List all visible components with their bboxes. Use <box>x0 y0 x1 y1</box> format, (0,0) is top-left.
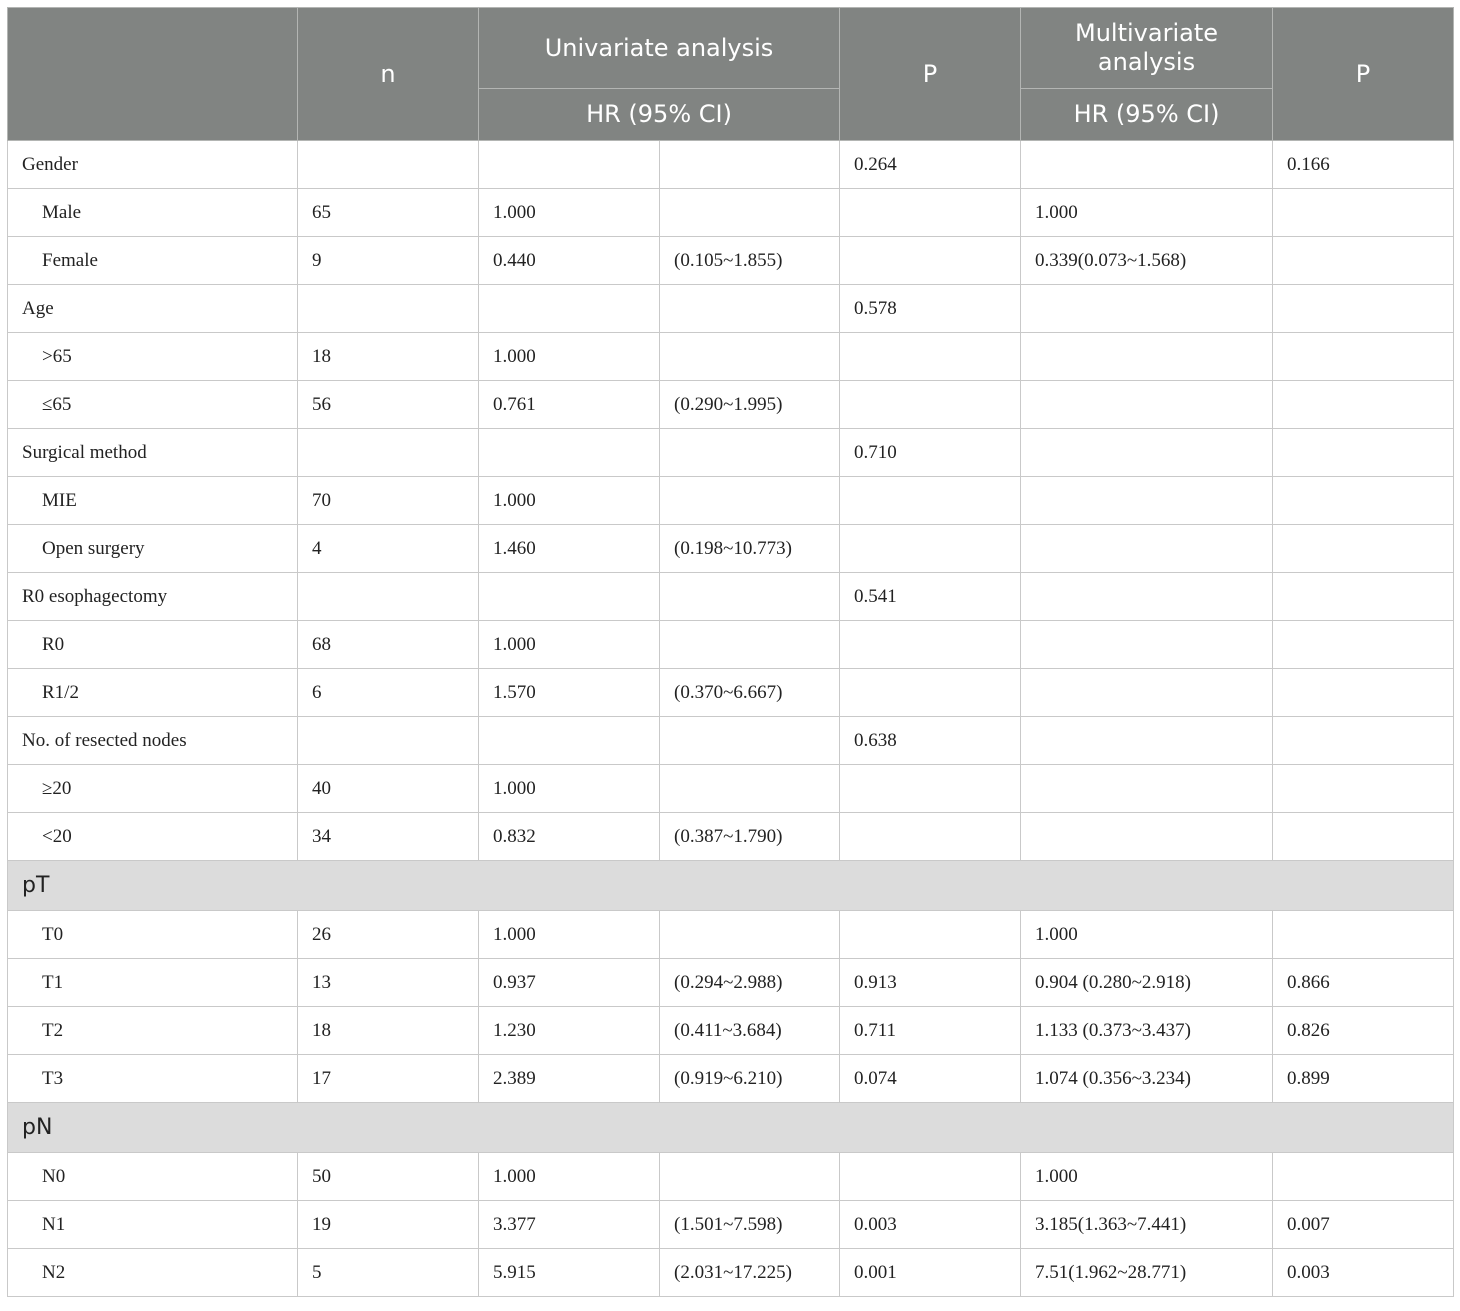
section-row-pn <box>8 1103 1454 1153</box>
cell-ci-univariate: (0.387~1.790) <box>660 813 840 861</box>
cell-n: 56 <box>298 381 479 429</box>
cell-p-univariate <box>840 911 1021 959</box>
header-hr-multivariate: HR (95% CI) <box>1021 89 1273 141</box>
row-label: N0 <box>8 1153 298 1201</box>
cell-p-multivariate <box>1273 717 1454 765</box>
cell-p-multivariate <box>1273 525 1454 573</box>
table-row <box>8 237 1454 285</box>
cell-ci-univariate <box>660 573 840 621</box>
cell-hr-univariate: 3.377 <box>479 1201 660 1249</box>
cell-hr-multivariate <box>1021 285 1273 333</box>
cell-ci-univariate: (0.290~1.995) <box>660 381 840 429</box>
cell-hr-multivariate: 3.185(1.363~7.441) <box>1021 1201 1273 1249</box>
table-body <box>8 141 1454 1297</box>
cell-ci-univariate <box>660 189 840 237</box>
cell-n: 34 <box>298 813 479 861</box>
cell-p-univariate: 0.074 <box>840 1055 1021 1103</box>
cell-n: 50 <box>298 1153 479 1201</box>
cell-hr-multivariate: 1.000 <box>1021 1153 1273 1201</box>
cell-ci-univariate: (0.105~1.855) <box>660 237 840 285</box>
cell-p-univariate: 0.001 <box>840 1249 1021 1297</box>
cell-n: 6 <box>298 669 479 717</box>
table-row <box>8 333 1454 381</box>
row-label: No. of resected nodes <box>8 717 298 765</box>
row-label: Age <box>8 285 298 333</box>
table-row <box>8 1249 1454 1297</box>
header-p-multivariate: P <box>1273 8 1454 141</box>
cell-hr-univariate: 1.000 <box>479 911 660 959</box>
cell-hr-univariate: 0.937 <box>479 959 660 1007</box>
row-label: ≤65 <box>8 381 298 429</box>
cell-n <box>298 429 479 477</box>
cell-hr-univariate <box>479 141 660 189</box>
header-hr-univariate: HR (95% CI) <box>479 89 840 141</box>
cell-hr-multivariate <box>1021 813 1273 861</box>
cell-hr-multivariate: 1.074 (0.356~3.234) <box>1021 1055 1273 1103</box>
cell-n: 4 <box>298 525 479 573</box>
cell-p-univariate: 0.003 <box>840 1201 1021 1249</box>
table-row <box>8 1153 1454 1201</box>
cell-ci-univariate: (0.919~6.210) <box>660 1055 840 1103</box>
cell-hr-multivariate: 1.000 <box>1021 189 1273 237</box>
cell-ci-univariate <box>660 285 840 333</box>
cell-hr-univariate: 0.761 <box>479 381 660 429</box>
cell-p-multivariate: 0.826 <box>1273 1007 1454 1055</box>
cell-n: 68 <box>298 621 479 669</box>
cell-p-multivariate: 0.866 <box>1273 959 1454 1007</box>
cell-p-multivariate <box>1273 333 1454 381</box>
cell-p-multivariate: 0.007 <box>1273 1201 1454 1249</box>
cell-hr-univariate: 1.000 <box>479 477 660 525</box>
cell-n: 40 <box>298 765 479 813</box>
cell-hr-multivariate: 7.51(1.962~28.771) <box>1021 1249 1273 1297</box>
cell-p-multivariate <box>1273 813 1454 861</box>
cell-hr-multivariate <box>1021 525 1273 573</box>
cell-p-univariate <box>840 669 1021 717</box>
row-label: ≥20 <box>8 765 298 813</box>
cell-hr-multivariate <box>1021 669 1273 717</box>
row-label: Gender <box>8 141 298 189</box>
row-label: R0 esophagectomy <box>8 573 298 621</box>
header-univariate: Univariate analysis <box>479 8 840 89</box>
row-label: T0 <box>8 911 298 959</box>
cell-hr-multivariate: 0.339(0.073~1.568) <box>1021 237 1273 285</box>
cell-ci-univariate: (0.198~10.773) <box>660 525 840 573</box>
cell-hr-multivariate: 1.000 <box>1021 911 1273 959</box>
cell-p-univariate: 0.541 <box>840 573 1021 621</box>
row-label: N2 <box>8 1249 298 1297</box>
cell-hr-univariate: 1.000 <box>479 621 660 669</box>
cell-p-multivariate <box>1273 669 1454 717</box>
cell-hr-univariate: 5.915 <box>479 1249 660 1297</box>
table-row <box>8 621 1454 669</box>
row-label: Male <box>8 189 298 237</box>
table-row <box>8 911 1454 959</box>
cell-n: 18 <box>298 1007 479 1055</box>
section-label: pN <box>8 1103 1454 1153</box>
cell-hr-multivariate: 0.904 (0.280~2.918) <box>1021 959 1273 1007</box>
cell-n: 9 <box>298 237 479 285</box>
results-table-container <box>7 7 1454 1297</box>
cell-n: 65 <box>298 189 479 237</box>
cell-ci-univariate: (0.370~6.667) <box>660 669 840 717</box>
cell-hr-univariate <box>479 717 660 765</box>
cell-hr-multivariate <box>1021 429 1273 477</box>
cell-hr-univariate: 1.000 <box>479 1153 660 1201</box>
cell-p-multivariate <box>1273 1153 1454 1201</box>
cell-hr-univariate: 1.460 <box>479 525 660 573</box>
cell-hr-multivariate <box>1021 765 1273 813</box>
cell-p-multivariate <box>1273 429 1454 477</box>
cell-hr-multivariate: 1.133 (0.373~3.437) <box>1021 1007 1273 1055</box>
table-row <box>8 429 1454 477</box>
section-label: pT <box>8 861 1454 911</box>
cell-hr-univariate: 1.000 <box>479 189 660 237</box>
cell-ci-univariate: (0.411~3.684) <box>660 1007 840 1055</box>
cell-p-multivariate: 0.899 <box>1273 1055 1454 1103</box>
cell-p-univariate <box>840 237 1021 285</box>
cell-p-univariate: 0.711 <box>840 1007 1021 1055</box>
cell-p-univariate <box>840 1153 1021 1201</box>
cell-p-univariate <box>840 525 1021 573</box>
table-row <box>8 813 1454 861</box>
row-label: T2 <box>8 1007 298 1055</box>
cell-p-univariate: 0.913 <box>840 959 1021 1007</box>
cell-hr-multivariate <box>1021 477 1273 525</box>
cell-p-univariate <box>840 765 1021 813</box>
cell-p-multivariate <box>1273 237 1454 285</box>
cell-n: 70 <box>298 477 479 525</box>
cell-p-multivariate <box>1273 477 1454 525</box>
cell-p-multivariate <box>1273 621 1454 669</box>
cell-hr-univariate: 1.570 <box>479 669 660 717</box>
cell-hr-multivariate <box>1021 141 1273 189</box>
cell-hr-univariate: 1.230 <box>479 1007 660 1055</box>
cell-hr-univariate <box>479 285 660 333</box>
table-row <box>8 141 1454 189</box>
cell-p-univariate <box>840 189 1021 237</box>
cell-hr-multivariate <box>1021 333 1273 381</box>
cell-n <box>298 141 479 189</box>
hazard-ratio-table <box>7 7 1454 1297</box>
row-label: MIE <box>8 477 298 525</box>
table-row <box>8 765 1454 813</box>
cell-n: 26 <box>298 911 479 959</box>
cell-ci-univariate <box>660 141 840 189</box>
cell-hr-multivariate <box>1021 573 1273 621</box>
cell-n <box>298 285 479 333</box>
table-row <box>8 477 1454 525</box>
row-label: T1 <box>8 959 298 1007</box>
cell-n: 5 <box>298 1249 479 1297</box>
cell-p-univariate <box>840 333 1021 381</box>
cell-ci-univariate <box>660 477 840 525</box>
cell-p-univariate <box>840 621 1021 669</box>
row-label: R1/2 <box>8 669 298 717</box>
cell-hr-univariate: 0.832 <box>479 813 660 861</box>
header-n: n <box>298 8 479 141</box>
cell-n: 17 <box>298 1055 479 1103</box>
cell-hr-univariate: 2.389 <box>479 1055 660 1103</box>
cell-p-multivariate <box>1273 573 1454 621</box>
table-row <box>8 1201 1454 1249</box>
cell-hr-multivariate <box>1021 621 1273 669</box>
cell-p-univariate: 0.264 <box>840 141 1021 189</box>
table-row <box>8 525 1454 573</box>
cell-p-univariate <box>840 813 1021 861</box>
row-label: N1 <box>8 1201 298 1249</box>
row-label: T3 <box>8 1055 298 1103</box>
cell-n <box>298 573 479 621</box>
header-row-top <box>8 8 1454 89</box>
table-row <box>8 189 1454 237</box>
cell-p-univariate: 0.638 <box>840 717 1021 765</box>
table-row <box>8 717 1454 765</box>
row-label: Open surgery <box>8 525 298 573</box>
row-label: <20 <box>8 813 298 861</box>
cell-ci-univariate <box>660 333 840 381</box>
row-label: >65 <box>8 333 298 381</box>
cell-ci-univariate <box>660 911 840 959</box>
cell-ci-univariate <box>660 765 840 813</box>
cell-p-multivariate <box>1273 285 1454 333</box>
cell-p-multivariate: 0.003 <box>1273 1249 1454 1297</box>
table-row <box>8 285 1454 333</box>
table-row <box>8 1007 1454 1055</box>
cell-hr-univariate: 0.440 <box>479 237 660 285</box>
cell-n: 18 <box>298 333 479 381</box>
cell-n: 19 <box>298 1201 479 1249</box>
section-row-pt <box>8 861 1454 911</box>
cell-hr-multivariate <box>1021 381 1273 429</box>
row-label: R0 <box>8 621 298 669</box>
cell-ci-univariate: (0.294~2.988) <box>660 959 840 1007</box>
cell-hr-univariate: 1.000 <box>479 765 660 813</box>
cell-p-univariate <box>840 381 1021 429</box>
table-row <box>8 573 1454 621</box>
header-variable <box>8 8 298 141</box>
cell-p-multivariate <box>1273 911 1454 959</box>
cell-p-multivariate <box>1273 381 1454 429</box>
header-multivariate: Multivariate analysis <box>1021 8 1273 89</box>
cell-hr-univariate <box>479 573 660 621</box>
cell-hr-multivariate <box>1021 717 1273 765</box>
cell-ci-univariate <box>660 1153 840 1201</box>
cell-hr-univariate: 1.000 <box>479 333 660 381</box>
cell-n <box>298 717 479 765</box>
cell-ci-univariate <box>660 621 840 669</box>
cell-p-univariate <box>840 477 1021 525</box>
header-p-univariate: P <box>840 8 1021 141</box>
table-row <box>8 669 1454 717</box>
cell-p-multivariate <box>1273 189 1454 237</box>
cell-p-multivariate: 0.166 <box>1273 141 1454 189</box>
cell-p-univariate: 0.710 <box>840 429 1021 477</box>
cell-hr-univariate <box>479 429 660 477</box>
table-row <box>8 959 1454 1007</box>
table-row <box>8 381 1454 429</box>
cell-ci-univariate <box>660 717 840 765</box>
table-row <box>8 1055 1454 1103</box>
cell-n: 13 <box>298 959 479 1007</box>
cell-ci-univariate: (1.501~7.598) <box>660 1201 840 1249</box>
cell-p-multivariate <box>1273 765 1454 813</box>
row-label: Female <box>8 237 298 285</box>
cell-ci-univariate <box>660 429 840 477</box>
cell-ci-univariate: (2.031~17.225) <box>660 1249 840 1297</box>
row-label: Surgical method <box>8 429 298 477</box>
cell-p-univariate: 0.578 <box>840 285 1021 333</box>
